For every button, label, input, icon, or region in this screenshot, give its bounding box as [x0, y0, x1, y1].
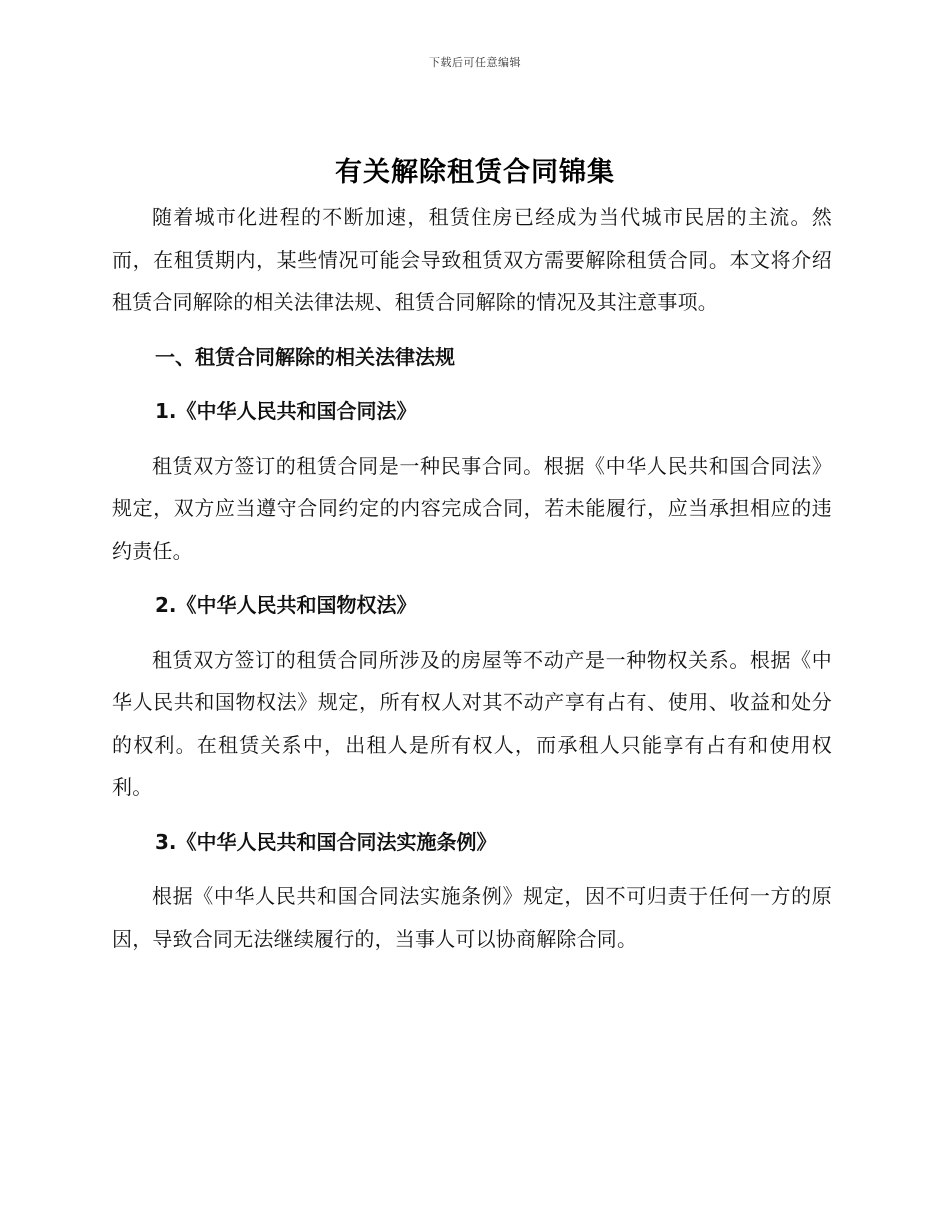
spacer — [112, 433, 832, 445]
document-title: 有关解除租赁合同锦集 — [335, 157, 615, 188]
subsection-paragraph-2: 租赁双方签订的租赁合同所涉及的房屋等不动产是一种物权关系。根据《中华人民共和国物权法》规定，所有权人对其不动产享有占有、使用、收益和处分的权利。在租赁关系中，出租人是所有权人，而承租人只能享有占有和使用权利。 — [112, 647, 832, 799]
spacer — [112, 863, 832, 875]
subsection-heading-3: 3.《中华人民共和国合同法实施条例》 — [155, 829, 497, 854]
spacer — [112, 572, 832, 584]
subsection-heading-1: 1.《中华人民共和国合同法》 — [155, 399, 417, 423]
section-heading: 一、租赁合同解除的相关法律法规 — [155, 344, 455, 369]
intro-paragraph: 随着城市化进程的不断加速，租赁住房已经成为当代城市民居的主流。然而，在租赁期内，某些情况可能会导致租赁双方需要解除租赁合同。本文将介绍租赁合同解除的相关法律法规、租赁合同解除的情况及其注意事项。 — [112, 205, 832, 314]
subsection-paragraph-3: 根据《中华人民共和国合同法实施条例》规定，因不可归责于任何一方的原因，导致合同无法继续履行的，当事人可以协商解除合同。 — [112, 884, 832, 951]
document-body — [112, 196, 832, 960]
spacer — [112, 378, 832, 390]
subsection-paragraph-1: 租赁双方签订的租赁合同是一种民事合同。根据《中华人民共和国合同法》规定，双方应当遵守合同约定的内容完成合同，若未能履行，应当承担相应的违约责任。 — [112, 453, 832, 563]
spacer — [112, 627, 832, 639]
subsection-heading-2: 2.《中华人民共和国物权法》 — [155, 593, 417, 617]
page-header-note: 下载后可任意编辑 — [429, 56, 521, 69]
spacer — [112, 809, 832, 821]
spacer — [112, 324, 832, 336]
